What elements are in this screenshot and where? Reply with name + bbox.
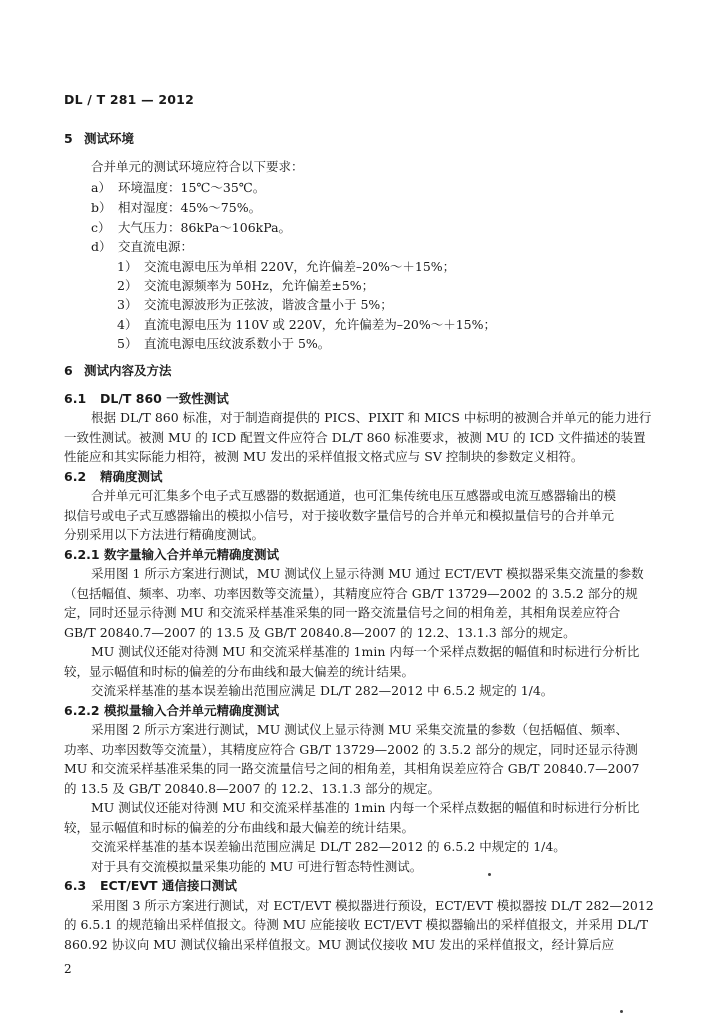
power-item-3: 3） 交流电源波形为正弦波，谐波含量小于 5%； bbox=[117, 297, 393, 312]
page-number: 2 bbox=[64, 962, 72, 976]
list-item-d: d） 交直流电源： bbox=[91, 239, 194, 254]
paragraph-line: 的 6.5.1 的规范输出采样值报文。待测 MU 应能接收 ECT/EVT 模拟器输出的采样值报文，并采用 DL/T bbox=[64, 917, 649, 932]
paragraph-line: MU 测试仪还能对待测 MU 和交流采样基准的 1min 内每一个采样点数据的幅值和时标进行分析比 bbox=[91, 644, 640, 659]
section-6-2-1-heading: 6.2.1 数字量输入合并单元精确度测试 bbox=[64, 547, 280, 562]
section-6-2-heading: 6.2 精确度测试 bbox=[64, 469, 163, 484]
scan-speck bbox=[488, 873, 491, 876]
paragraph-line: 性能应和其实际能力相符，被测 MU 发出的采样值报文格式应与 SV 控制块的参数定义相符。 bbox=[64, 449, 584, 464]
section-6-heading: 6 测试内容及方法 bbox=[64, 363, 172, 378]
paragraph-line: 采用图 2 所示方案进行测试，MU 测试仪上显示待测 MU 采集交流量的参数（包括幅值、频率、 bbox=[91, 722, 628, 737]
section-6-2-2-heading: 6.2.2 模拟量输入合并单元精确度测试 bbox=[64, 703, 280, 718]
standard-id: DL / T 281 — 2012 bbox=[64, 92, 194, 107]
paragraph-line: 合并单元可汇集多个电子式互感器的数据通道，也可汇集传统电压互感器或电流互感器输出的模 bbox=[91, 488, 617, 503]
paragraph-line: 定，同时还显示待测 MU 和交流采样基准采集的同一路交流量信号之间的相角差，其相角误差应符合 bbox=[64, 605, 621, 620]
scan-speck bbox=[620, 1010, 623, 1013]
power-item-4: 4） 直流电源电压为 110V 或 220V，允许偏差为–20%～＋15%； bbox=[117, 317, 497, 332]
paragraph-line: 根据 DL/T 860 标准，对于制造商提供的 PICS、PIXIT 和 MICS 中标明的被测合并单元的能力进行 bbox=[91, 410, 652, 425]
paragraph-line: 拟信号或电子式互感器输出的模拟小信号，对于接收数字量信号的合并单元和模拟量信号的合并单元 bbox=[64, 508, 615, 523]
paragraph-line: 采用图 1 所示方案进行测试，MU 测试仪上显示待测 MU 通过 ECT/EVT 模拟器采集交流量的参数 bbox=[91, 566, 644, 581]
section-6-3-heading: 6.3 ECT/EVT 通信接口测试 bbox=[64, 878, 237, 893]
paragraph-line: MU 和交流采样基准采集的同一路交流量信号之间的相角差，其相角误差应符合 GB/T 20840.7—2007 bbox=[64, 761, 640, 776]
section-5-intro: 合并单元的测试环境应符合以下要求： bbox=[91, 159, 304, 174]
paragraph-line: 较，显示幅值和时标的偏差的分布曲线和最大偏差的统计结果。 bbox=[64, 664, 415, 679]
paragraph-line: （包括幅值、频率、功率、功率因数等交流量），其精度应符合 GB/T 13729—2002 的 3.5.2 部分的规 bbox=[64, 586, 638, 601]
list-item-b: b） 相对湿度：45%～75%。 bbox=[91, 200, 262, 215]
paragraph-line: 交流采样基准的基本误差输出范围应满足 DL/T 282—2012 中 6.5.2 规定的 1/4。 bbox=[91, 683, 554, 698]
power-item-1: 1） 交流电源电压为单相 220V，允许偏差–20%～＋15%； bbox=[117, 259, 456, 274]
section-6-1-heading: 6.1 DL/T 860 一致性测试 bbox=[64, 391, 229, 406]
paragraph-line: 对于具有交流模拟量采集功能的 MU 可进行暂态特性测试。 bbox=[91, 859, 423, 874]
paragraph-line: 860.92 协议向 MU 测试仪输出采样值报文。MU 测试仪接收 MU 发出的采样值报文，经计算后应 bbox=[64, 937, 615, 952]
paragraph-line: 采用图 3 所示方案进行测试，对 ECT/EVT 模拟器进行预设，ECT/EVT 模拟器按 DL/T 282—2012 bbox=[91, 898, 654, 913]
paragraph-line: 分别采用以下方法进行精确度测试。 bbox=[64, 527, 265, 542]
paragraph-line: MU 测试仪还能对待测 MU 和交流采样基准的 1min 内每一个采样点数据的幅值和时标进行分析比 bbox=[91, 800, 640, 815]
paragraph-line: 交流采样基准的基本误差输出范围应满足 DL/T 282—2012 的 6.5.2 中规定的 1/4。 bbox=[91, 839, 566, 854]
paragraph-line: GB/T 20840.7—2007 的 13.5 及 GB/T 20840.8—2007 的 12.2、13.1.3 部分的规定。 bbox=[64, 625, 576, 640]
power-item-2: 2） 交流电源频率为 50Hz，允许偏差±5%； bbox=[117, 278, 375, 293]
power-item-5: 5） 直流电源电压纹波系数小于 5%。 bbox=[117, 336, 331, 351]
list-item-c: c） 大气压力：86kPa～106kPa。 bbox=[91, 220, 292, 235]
paragraph-line: 功率、功率因数等交流量），其精度应符合 GB/T 13729—2002 的 3.5.2 部分的规定，同时还显示待测 bbox=[64, 742, 638, 757]
paragraph-line: 较，显示幅值和时标的偏差的分布曲线和最大偏差的统计结果。 bbox=[64, 820, 415, 835]
paragraph-line: 的 13.5 及 GB/T 20840.8—2007 的 12.2、13.1.3 部分的规定。 bbox=[64, 781, 440, 796]
paragraph-line: 一致性测试。被测 MU 的 ICD 配置文件应符合 DL/T 860 标准要求，被测 MU 的 ICD 文件描述的装置 bbox=[64, 430, 646, 445]
section-5-heading: 5 测试环境 bbox=[64, 131, 135, 146]
list-item-a: a） 环境温度：15℃～35℃。 bbox=[91, 180, 266, 195]
